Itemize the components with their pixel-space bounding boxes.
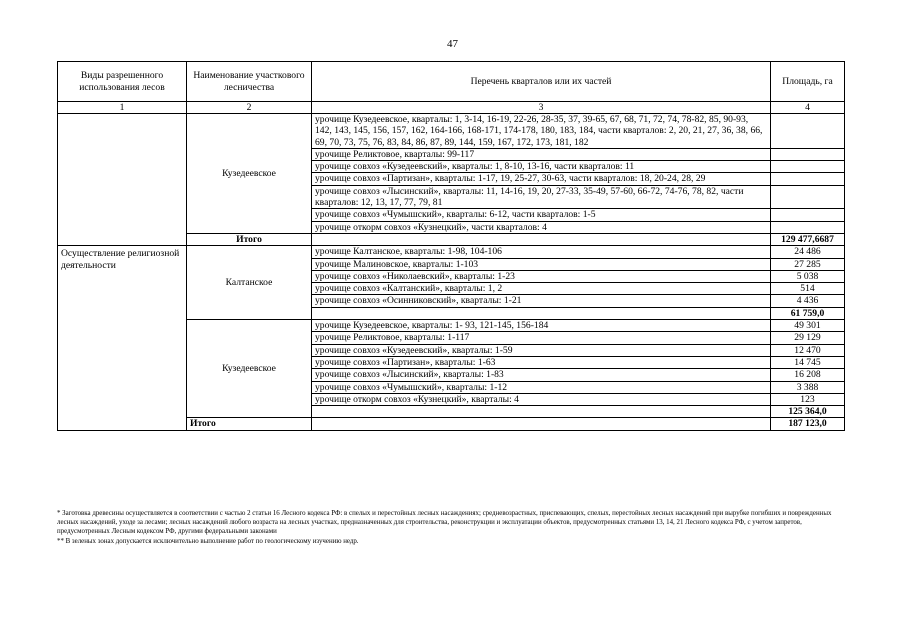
total-value: 187 123,0 (771, 418, 845, 430)
table-row: урочище Кузедеевское, кварталы: 1- 93, 121-145, 156-184 (312, 320, 771, 332)
area-cell (771, 185, 845, 209)
total-empty (312, 233, 771, 245)
area-cell (771, 173, 845, 185)
table-row: урочище Калтанское, кварталы: 1-98, 104-106 (312, 246, 771, 258)
area-cell: 123 (771, 393, 845, 405)
table-row: урочище совхоз «Калтанский», кварталы: 1, 2 (312, 283, 771, 295)
area-cell: 14 745 (771, 356, 845, 368)
total-label: Итого (187, 233, 312, 245)
table-row: урочище совхоз «Чумышский», кварталы: 1-12 (312, 381, 771, 393)
forest-use-table (57, 61, 845, 431)
area-cell: 27 285 (771, 258, 845, 270)
table-row: урочище откорм совхоз «Кузнецкий», части кварталов: 4 (312, 221, 771, 233)
table-row: урочище совхоз «Чумышский», кварталы: 6-12, части кварталов: 1-5 (312, 209, 771, 221)
total-label: Итого (187, 418, 312, 430)
area-cell: 5 038 (771, 270, 845, 282)
forestry-name: Кузедеевское (187, 114, 312, 234)
table-row: урочище совхоз «Партизан», кварталы: 1-63 (312, 356, 771, 368)
forestry-name: Калтанское (187, 246, 312, 320)
col-number: 4 (771, 102, 845, 114)
header-area: Площадь, га (771, 62, 845, 102)
table-row: урочище совхоз «Лысинский», кварталы: 11, 14-16, 19, 20, 27-33, 35-49, 57-60, 66-72, 74-76, 78, 82, части кварталов: 12, 13, 17, 77, 79, 81 (312, 185, 771, 209)
area-cell: 4 436 (771, 295, 845, 307)
header-forestry: Наименование участкового лесничества (187, 62, 312, 102)
area-cell (771, 161, 845, 173)
area-cell: 12 470 (771, 344, 845, 356)
area-cell (771, 221, 845, 233)
header-kind: Виды разрешенного использования лесов (58, 62, 187, 102)
kind-cell-empty (58, 114, 187, 246)
area-cell (771, 114, 845, 149)
table-row: урочище Кузедеевское, кварталы: 1, 3-14, 16-19, 22-26, 28-35, 37, 39-65, 67, 68, 71, 72, 74, 78-82, 85, 90-93, 142, 143, 145, 156, 157, 162, 164-166, 168-171, 174-178, 180, 183, 184, части кварталов: 2, 20, 21, 27, 36, 38, 66, 69, 70, 73, 75, 76, 83, 84, 86, 87, 89, 144, 159, 167, 172, 173, 181, 182 (312, 114, 771, 149)
subtotal-empty (312, 406, 771, 418)
table-row: урочище совхоз «Партизан», кварталы: 1-17, 19, 25-27, 30-63, части кварталов: 18, 20-24, 28, 29 (312, 173, 771, 185)
table-row: урочище совхоз «Кузедеевский», кварталы: 1, 8-10, 13-16, части кварталов: 11 (312, 161, 771, 173)
subtotal-value: 125 364,0 (771, 406, 845, 418)
footnote: * Заготовка древесины осуществляется в соответствии с частью 2 статьи 16 Лесного кодекса РФ: в спелых и перестойных лесных насаждениях; средневозрастных, приспевающих, спелых, перестойных лесных насаждений при вырубке погибших и поврежденных лесных насаждений, уходе за лесами; лесных насаждений любого возраста на лесных участках, предназначенных для строительства, реконструкции и эксплуатации объектов, предусмотренных статьями 13, 14, 21 Лесного кодекса РФ, с учетом запретов, предусмотренных Лесным кодексом РФ, другими федеральными законами (57, 510, 832, 536)
page-number: 47 (447, 38, 458, 50)
subtotal-value: 61 759,0 (771, 307, 845, 319)
area-cell: 29 129 (771, 332, 845, 344)
header-quarters: Перечень кварталов или их частей (312, 62, 771, 102)
col-number: 1 (58, 102, 187, 114)
table-row: урочище Реликтовое, кварталы: 99-117 (312, 148, 771, 160)
area-cell (771, 209, 845, 221)
subtotal-empty (312, 307, 771, 319)
total-value: 129 477,6687 (771, 233, 845, 245)
area-cell: 16 208 (771, 369, 845, 381)
table-row: урочище совхоз «Николаевский», кварталы: 1-23 (312, 270, 771, 282)
footnotes (57, 509, 844, 546)
col-number: 2 (187, 102, 312, 114)
forestry-name: Кузедеевское (187, 320, 312, 418)
footnote: ** В зеленых зонах допускается исключительно выполнение работ по геологическому изучению недр. (57, 537, 359, 545)
table-row: урочище откорм совхоз «Кузнецкий», кварталы: 4 (312, 393, 771, 405)
area-cell: 514 (771, 283, 845, 295)
table-row: урочище совхоз «Лысинский», кварталы: 1-83 (312, 369, 771, 381)
total-empty (312, 418, 771, 430)
col-number: 3 (312, 102, 771, 114)
table-row: урочище Реликтовое, кварталы: 1-117 (312, 332, 771, 344)
table-row: урочище совхоз «Кузедеевский», кварталы: 1-59 (312, 344, 771, 356)
area-cell (771, 148, 845, 160)
table-row: урочище Малиновское, кварталы: 1-103 (312, 258, 771, 270)
area-cell: 49 301 (771, 320, 845, 332)
kind-religious: Осуществление религиозной деятельности (58, 246, 187, 430)
table-row: урочище совхоз «Осинниковский», кварталы: 1-21 (312, 295, 771, 307)
area-cell: 3 388 (771, 381, 845, 393)
area-cell: 24 486 (771, 246, 845, 258)
